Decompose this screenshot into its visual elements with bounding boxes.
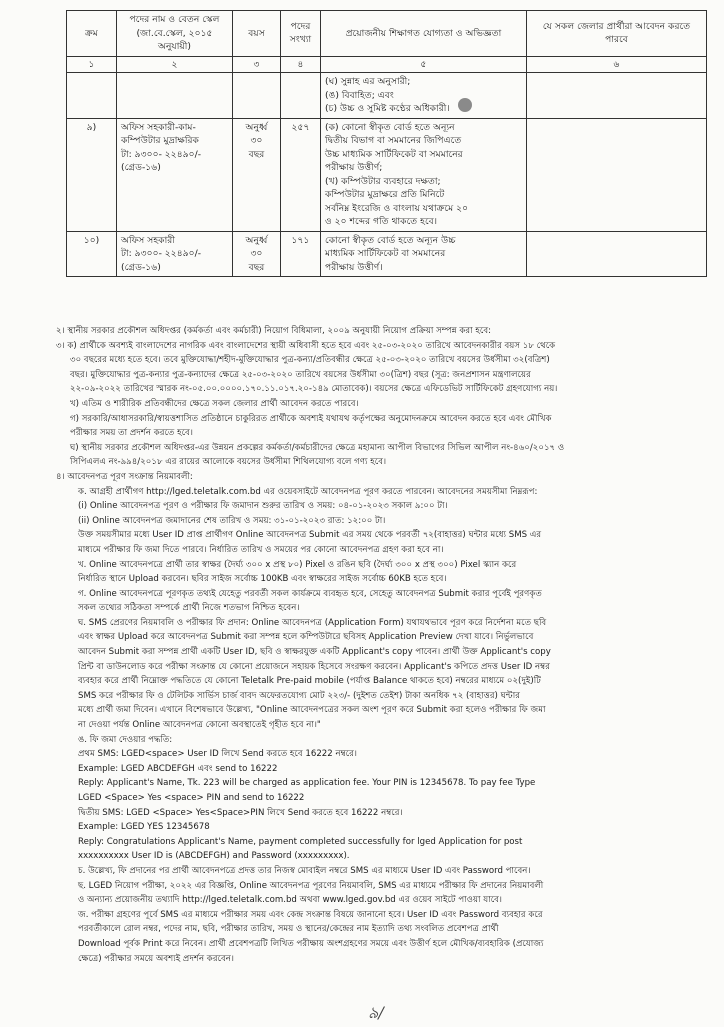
qualification-line: (চ) উচ্চ ও সুমিষ্ট কণ্ঠের অধিকারী। [325, 103, 450, 114]
qualification-line: উচ্চ মাধ্যমিক সার্টিফিকেট বা সমমানের [325, 148, 463, 160]
note-4a-cont: মাধ্যমে পরীক্ষার ফি জমা দিতে পারবে। নির্ধারিত তারিখ ও সময়ের পর কোনো আবেদনপত্র গ্রহণ করা হবে না। [78, 544, 444, 555]
note-3d: ঘ) স্থানীয় সরকার প্রকৌশল অধিদপ্তর-এর উন্নয়ন প্রকল্পের কর্মকর্তা/কর্মচারীদের ক্ষেত্রে মহামান্য আপীল বিভাগের সিভিল আপীল নং-৪৬০/২০১৭ ও [70, 442, 565, 453]
qualification-line: (খ) কম্পিউটার ব্যবহারে দক্ষতা; [325, 175, 441, 187]
page-number: ৯/ [368, 1003, 384, 1022]
note-4d-cont: ব্যবহার করে প্রার্থী নিম্নোক্ত পদ্ধতিতে যে কোনো Teletalk Pre-paid mobile (পর্যাপ্ত Balance থাকতে হবে) নম্বরের মাধ্যমে ০২(দুই)টি [78, 676, 541, 687]
note-4d-cont: SMS করে পরীক্ষার ফি ও টেলিটক সার্ভিস চার্জ বাবদ অফেরতযোগ্য মোট ২২৩/- (দুইশত তেইশ) টাকা অনধিক ৭২ (বাহাত্তর) ঘন্টার [78, 690, 520, 701]
header-post-count: পদের সংখ্যা [281, 11, 321, 57]
table-row-10 [67, 231, 707, 277]
sms-reply-2: Reply: Congratulations Applicant's Name, payment completed successfully for lged Application for post [78, 836, 523, 847]
serial-cell: ৯) [67, 118, 117, 231]
age-line: অনুর্ধ্ব [245, 121, 268, 133]
note-4b: খ. Online আবেদনপত্রে প্রার্থী তার স্বাক্ষর (দৈর্ঘ্য ৩০০ x প্রস্থ ৮০) Pixel ও রঙিন ছবি (দৈর্ঘ্য ৩০০ x প্রস্থ ৩০০) Pixel স্ক্যান করে [78, 559, 517, 570]
instructions-section [56, 324, 708, 966]
table-row-continued [67, 73, 707, 119]
posts-table [66, 10, 707, 277]
post-cell [117, 118, 233, 231]
qualification-cell [321, 73, 527, 119]
districts-cell [527, 118, 707, 231]
qualification-cell [321, 118, 527, 231]
note-3c-cont: পরীক্ষার সময় তা প্রদর্শন করতে হবে। [70, 428, 193, 439]
age-line: বছর [248, 261, 265, 273]
districts-cell [527, 231, 707, 277]
qualification-line: কম্পিউটার মুদ্রাক্ষরে প্রতি মিনিটে [325, 189, 445, 200]
note-4c-cont: সকল তথ্যের সঠিকতা সম্পর্কে প্রার্থী নিজে শতভাগ নিশ্চিত হবেন। [78, 603, 300, 614]
qualification-line: সর্বনিম্ন ইংরেজি ও বাংলায় যথাক্রমে ২০ [325, 202, 469, 214]
note-4-heading: ৪। আবেদনপত্র পূরণ সংক্রান্ত নিয়মাবলী: [56, 471, 193, 482]
note-3b: খ) এতিম ও শারীরিক প্রতিবন্ধীদের ক্ষেত্রে সকল জেলার প্রার্থী আবেদন করতে পারবে। [70, 398, 359, 409]
age-cell [233, 231, 281, 277]
col-number: ১ [67, 56, 117, 73]
col-number: ৫ [321, 56, 527, 73]
post-line: টা: ৯৩০০- ২২৪৯০/- [121, 148, 202, 160]
note-4d: ঘ. SMS প্রেরণের নিয়মাবলি ও পরীক্ষার ফি প্রদান: Online আবেদনপত্র (Application Form) যথাযথভাবে পূরণ করে নির্দেশনা মতে ছবি [78, 617, 547, 628]
col-number: ২ [117, 56, 233, 73]
age-line: অনুর্ধ্ব [245, 234, 268, 246]
post-line: অফিস সহকারী-কাম- [121, 121, 196, 133]
note-2: ২। স্থানীয় সরকার প্রকৌশল অধিদপ্তর (কর্মকর্তা এবং কর্মচারী) নিয়োগ বিধিমালা, ২০০৯ অনুযায়ী নিয়োগ প্রক্রিয়া সম্পন্ন করা হবে: [56, 326, 492, 336]
note-4c: গ. Online আবেদনপত্রে পূরণকৃত তথ্যই যেহেতু পরবর্তী সকল কার্যক্রমে ব্যবহৃত হবে, সেহেতু আবেদনপত্র Submit করার পূর্বেই পূরণকৃত [78, 588, 542, 599]
header-qualification: প্রয়োজনীয় শিক্ষাগত যোগ্যতা ও অভিজ্ঞতা [321, 11, 527, 57]
note-4g-cont: ও অন্যান্য প্রয়োজনীয় তথ্যাদি http://lged.teletalk.com.bd অথবা www.lged.gov.bd এর ওয়েব সাইটে পাওয়া যাবে। [78, 895, 503, 906]
note-4h: জ. পরীক্ষা গ্রহণের পূর্বে SMS এর মাধ্যমে পরীক্ষার সময় এবং কেন্দ্র সংক্রান্ত বিষয়ে জানানো হবে। User ID এবং Password ব্যবহার করে [78, 909, 543, 920]
post-line: টা: ৯৩০০- ২২৪৯০/- [121, 248, 202, 259]
header-serial: ক্রম [67, 11, 117, 57]
sms-reply-1: Reply: Applicant's Name, Tk. 223 will be charged as application fee. Your PIN is 12345678. To pay fee Type [78, 778, 536, 789]
note-3a-cont: ২২-০৯-২০২২ তারিখের স্মারক নং-০৫.০০.০০০০.১৭০.১১.০১৭.২০-১৪৯ মোতাবেক)। বয়সের ক্ষেত্রে এফিডেভিট সার্টিফিকেট গ্রহণযোগ্য নয়। [70, 384, 558, 395]
note-3c: গ) সরকারি/আধাসরকারি/স্বায়ত্তশাসিত প্রতিষ্ঠানে চাকুরিরত প্রার্থীকে অবশ্যই যথাযথ কর্তৃপক্ষের অনুমোদনক্রমে আবেদন করতে হবে এবং মৌখিক [70, 413, 552, 424]
note-4a-cont: উক্ত সময়সীমার মধ্যে User ID প্রাপ্ত প্রার্থীগণ Online আবেদনপত্র Submit এর সময় থেকে পরবর্তী ৭২(বাহাত্তর) ঘন্টার মধ্যে SMS এর [78, 530, 542, 541]
table-row-9 [67, 118, 707, 231]
age-line: বছর [248, 148, 265, 160]
col-number: ৩ [233, 56, 281, 73]
age-line: ৩০ [250, 248, 263, 259]
note-4d-cont: আবেদন Submit করা সম্পন্ন প্রার্থী একটি User ID, ছবি ও স্বাক্ষরযুক্ত একটি Applicant's copy পাবেন। প্রার্থী উক্ত Applicant's copy [78, 647, 551, 658]
note-4h-cont: ক্ষেত্রে) পরীক্ষার সময়ে অবশ্যই প্রদর্শন করবেন। [78, 953, 234, 964]
note-4e: ঙ. ফি জমা দেওয়ার পদ্ধতি: [78, 734, 173, 745]
note-4a-ii: (ii) Online আবেদনপত্র জমাদানের শেষ তারিখ ও সময়: ৩১-০১-২০২৩ রাত: ১২:০০ টা। [78, 515, 386, 526]
note-4a: ক. আগ্রহী প্রার্থীগণ http://lged.teletalk.com.bd এর ওয়েবসাইটে আবেদনপত্র পূরণ করতে পারবেন। আবেদনের সময়সীমা নিম্নরূপ: [78, 486, 538, 497]
post-line: (গ্রেড-১৬) [121, 261, 161, 273]
header-age: বয়স [233, 11, 281, 57]
col-number: ৪ [281, 56, 321, 73]
note-3a: ৩। ক) প্রার্থীকে অবশ্যই বাংলাদেশের নাগরিক এবং বাংলাদেশের স্থায়ী অধিবাসী হতে হবে এবং ২৫-০৩-২০২০ তারিখে আবেদনকারীর বয়স ১৮ থেকে [56, 340, 556, 351]
age-line: ৩০ [250, 135, 263, 146]
note-3a-cont: ৩০ বছরের মধ্যে হতে হবে। তবে মুক্তিযোদ্ধা/শহীদ-মুক্তিযোদ্ধার পুত্র-কন্যা/প্রতিবন্ধীর ক্ষেত্রে ২৫-০৩-২০২০ তারিখে বয়সের উর্ধসীমা ৩২(বত্রিশ) [70, 355, 550, 366]
post-line: (গ্রেড-১৬) [121, 162, 161, 173]
post-line: অফিস সহকারী [121, 234, 175, 246]
note-4h-cont: Download পূর্বক Print করে নিবেন। প্রার্থী প্রবেশপত্রটি লিখিত পরীক্ষায় অংশগ্রহণের সময়ে এবং উত্তীর্ণ হলে মৌখিক/ব্যবহারিক (প্রযোজ্য [78, 938, 544, 949]
sms-reply-2-cont: xxxxxxxxxx User ID is (ABCDEFGH) and Password (xxxxxxxxx). [78, 851, 350, 862]
note-3d-cont: সিপিএলএ নং-৯৯৪/২০১৮ এর রায়ের আলোকে বয়সের উর্ধসীমা শিথিলযোগ্য বলে গণ্য হবে। [70, 457, 387, 468]
count-cell: ১৭১ [281, 231, 321, 277]
qualification-line: পরীক্ষায় উত্তীর্ণ। [325, 261, 383, 273]
qualification-line: (ক) কোনো স্বীকৃত বোর্ড হতে অন্যূন [325, 121, 455, 133]
sms-step-2: দ্বিতীয় SMS: LGED <Space> Yes<Space>PIN লিখে Send করতে হবে 16222 নম্বরে। [78, 807, 403, 818]
note-4d-cont: না দেওয়া পর্যন্ত Online আবেদনপত্র কোনো অবস্থাতেই গৃহীত হবে না।" [78, 720, 321, 731]
post-cell [117, 231, 233, 277]
sms-step-1: প্রথম SMS: LGED<space> User ID লিখে Send করতে হবে 16222 নম্বরে। [78, 749, 357, 760]
qualification-line: দ্বিতীয় বিভাগ বা সমমানের জিপিএতে [325, 135, 462, 146]
note-4a-i: (i) Online আবেদনপত্র পূরণ ও পরীক্ষার ফি জমাদান শুরুর তারিখ ও সময়: ০৪-০১-২০২৩ সকাল ৯:০০ টা। [78, 501, 448, 512]
note-3a-cont: বছর। মুক্তিযোদ্ধার পুত্র-কন্যার পুত্র-কন্যাদের ক্ষেত্রে ২৫-০৩-২০২০ তারিখে বয়সের উর্ধসীমা ৩০(ত্রিশ) বছর (সূত্র: জনপ্রশাসন মন্ত্রণালয়ের [70, 369, 531, 380]
qualification-line: কোনো স্বীকৃত বোর্ড হতে অন্যূন উচ্চ [325, 234, 456, 246]
note-4g: ছ. LGED নিয়োগ পরীক্ষা, ২০২২ এর বিজ্ঞপ্তি, Online আবেদনপত্র পূরণের নিয়মাবলি, SMS এর মাধ্যমে পরীক্ষার ফি প্রদানের নিয়মাবলী [78, 880, 544, 891]
table-header-row [67, 11, 707, 57]
qualification-line: পরীক্ষায় উত্তীর্ণ; [325, 162, 383, 173]
count-cell: ২৫৭ [281, 118, 321, 231]
note-4d-cont: মধ্যে প্রার্থী জমা দিবেন। এখানে বিশেষভাবে উল্লেখ্য, "Online আবেদনপত্রের সকল অংশ পূরণ করে Submit করা হলেও পরীক্ষার ফি জমা [78, 705, 546, 716]
column-number-row [67, 56, 707, 73]
age-cell [233, 118, 281, 231]
note-4d-cont: এবং স্বাক্ষর Upload করে আবেদনপত্র Submit করা সম্পন্ন হলে কম্পিউটারে ছবিসহ Application Preview দেখা যাবে। নির্ভুলভাবে [78, 632, 534, 643]
sms-example-1: Example: LGED ABCDEFGH এবং send to 16222 [78, 763, 278, 774]
sms-reply-1-cont: LGED <Space> Yes <space> PIN and send to 16222 [78, 793, 305, 803]
serial-cell: ১০) [67, 231, 117, 277]
col-number: ৬ [527, 56, 707, 73]
note-4f: চ. উল্লেখ্য, ফি প্রদানের পর প্রার্থী আবেদনপত্রে প্রদত্ত তার নিজস্ব মোবাইল নম্বরে SMS এর মাধ্যমে User ID এবং Password পাবেন। [78, 865, 531, 876]
note-4h-cont: পরবর্তীকালে রোল নম্বর, পদের নাম, ছবি, পরীক্ষার তারিখ, সময় ও স্থানের/কেন্দ্রের নাম ইত্যাদি তথ্য সংবলিত প্রবেশপত্র প্রার্থী [78, 924, 499, 935]
sms-example-2: Example: LGED YES 12345678 [78, 822, 210, 833]
header-districts: যে সকল জেলার প্রার্থীরা আবেদন করতে পারবে [527, 11, 707, 57]
note-4b-cont: নির্ধারিত স্থানে Upload করবেন। ছবির সাইজ সর্বোচ্চ 100KB এবং স্বাক্ষরের সাইজ সর্বোচ্চ 60KB হতে হবে। [78, 574, 447, 585]
note-4d-cont: প্রিন্ট বা ডাউনলোড করে পরীক্ষা সংক্রান্ত যে কোনো প্রয়োজনে সহায়ক হিসেবে সংরক্ষণ করবেন। Applicant's কপিতে প্রদত্ত User ID নম্বর [78, 661, 550, 672]
post-line: কম্পিউটার মুদ্রাক্ষরিক [121, 135, 199, 146]
header-post-scale: পদের নাম ও বেতন স্কেল (জা.বে.স্কেল, ২০১৫ অনুযায়ী) [117, 11, 233, 57]
qualification-line: মাধ্যমিক সার্টিফিকেট বা সমমানের [325, 248, 446, 259]
qualification-line: (ঘ) সুন্নাহ এর অনুসারী; [325, 76, 411, 87]
qualification-line: (ঙ) বিবাহিত; এবং [325, 89, 394, 101]
qualification-line: ও ২০ শব্দের গতি থাকতে হবে। [325, 216, 438, 227]
qualification-cell [321, 231, 527, 277]
